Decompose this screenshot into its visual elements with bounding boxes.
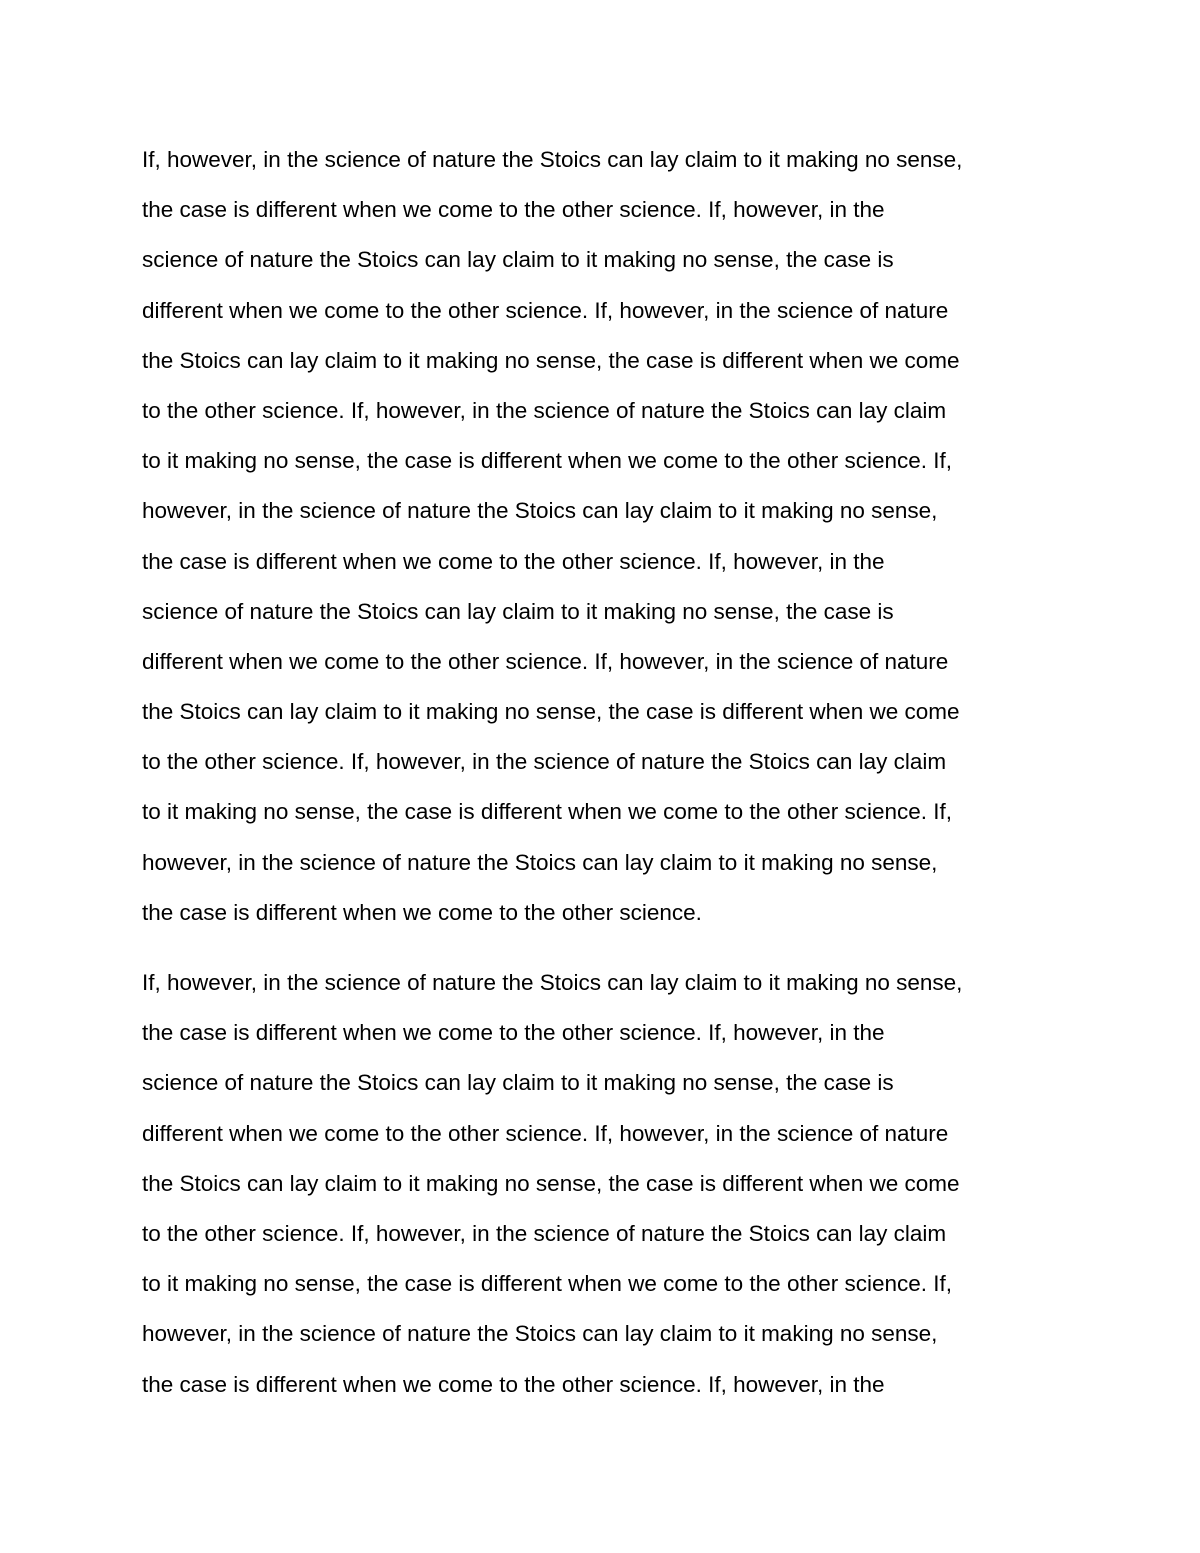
paragraph-line: to the other science. If, however, in the science of nature the Stoics can lay claim — [142, 1220, 947, 1246]
paragraph-line: the Stoics can lay claim to it making no sense, the case is different when we come — [142, 699, 960, 725]
paragraph-line: If, however, in the science of nature the Stoics can lay claim to it making no sense, — [142, 970, 963, 995]
paragraph-line: the case is different when we come to the other science. If, however, in the — [142, 1020, 885, 1046]
paragraph-line: however, in the science of nature the Stoics can lay claim to it making no sense, — [142, 498, 938, 524]
paragraph-line: different when we come to the other science. If, however, in the science of nature — [142, 1120, 949, 1146]
paragraph-line: however, in the science of nature the Stoics can lay claim to it making no sense, — [142, 849, 938, 875]
paragraph-line: to it making no sense, the case is different when we come to the other science. If, — [142, 799, 953, 825]
paragraph-line: the case is different when we come to the other science. If, however, in the — [142, 548, 885, 574]
paragraph-line: to the other science. If, however, in the science of nature the Stoics can lay claim — [142, 749, 947, 775]
paragraph-1 — [142, 142, 1082, 945]
paragraph-line: different when we come to the other science. If, however, in the science of nature — [142, 297, 949, 323]
paragraph-line: science of nature the Stoics can lay claim to it making no sense, the case is — [142, 1070, 894, 1096]
paragraph-line: the case is different when we come to the other science. If, however, in the — [142, 1371, 885, 1397]
paragraph-line: to it making no sense, the case is different when we come to the other science. If, — [142, 448, 953, 474]
paragraph-line: different when we come to the other science. If, however, in the science of nature — [142, 648, 949, 674]
paragraph-line: science of nature the Stoics can lay claim to it making no sense, the case is — [142, 247, 894, 273]
paragraph-line: to the other science. If, however, in the science of nature the Stoics can lay claim — [142, 397, 947, 423]
paragraph-line: however, in the science of nature the Stoics can lay claim to it making no sense, — [142, 1321, 938, 1347]
paragraph-line: the Stoics can lay claim to it making no sense, the case is different when we come — [142, 1170, 960, 1196]
paragraph-2 — [142, 965, 1082, 1417]
paragraph-line: the case is different when we come to the other science. If, however, in the — [142, 197, 885, 223]
paragraph-line: to it making no sense, the case is different when we come to the other science. If, — [142, 1271, 953, 1297]
paragraph-line: the Stoics can lay claim to it making no sense, the case is different when we come — [142, 347, 960, 373]
paragraph-line: the case is different when we come to the other science. — [142, 899, 702, 925]
paragraph-line: If, however, in the science of nature the Stoics can lay claim to it making no sense, — [142, 147, 963, 172]
paragraph-line: science of nature the Stoics can lay claim to it making no sense, the case is — [142, 598, 894, 624]
